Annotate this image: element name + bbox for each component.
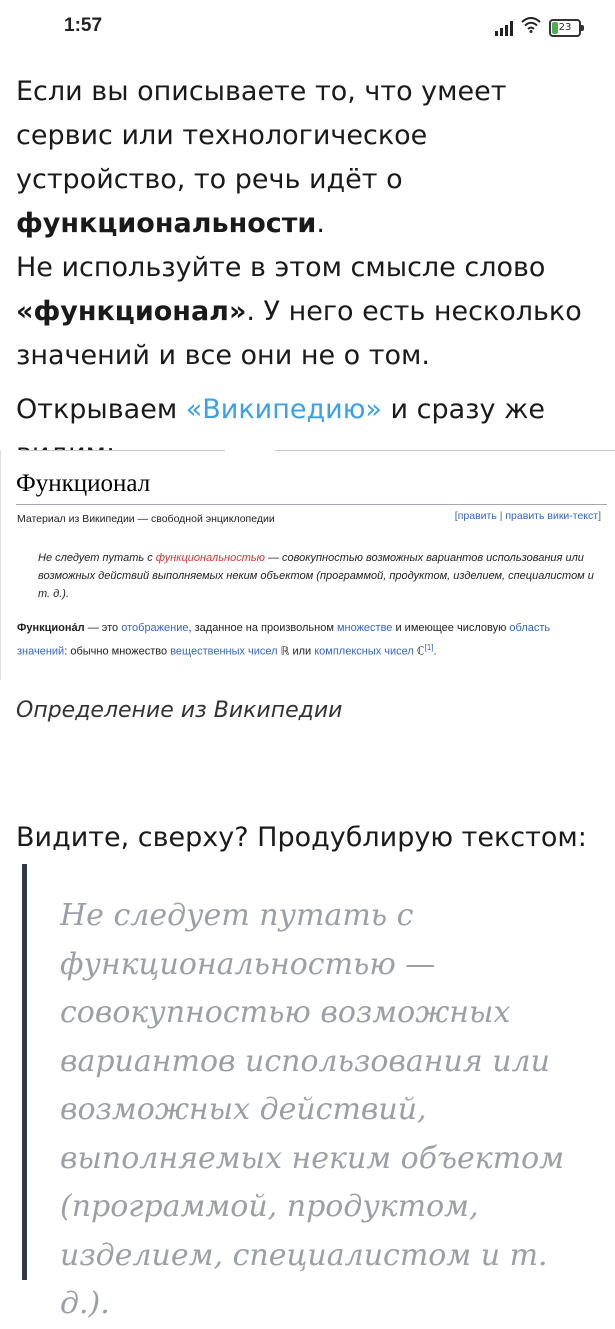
- image-caption: Определение из Википедии: [16, 698, 343, 723]
- bold-term: функциональности: [16, 208, 317, 239]
- wiki-hatnote: [38, 549, 597, 603]
- wiki-definition: [17, 618, 593, 662]
- wifi-icon: [521, 17, 541, 38]
- paragraph-see-above: Видите, сверху? Продублирую текстом:: [16, 822, 587, 853]
- battery-level: 23: [558, 21, 572, 33]
- wiki-title: Функционал: [16, 470, 151, 497]
- text: и сразу же: [390, 394, 546, 425]
- wiki-link: комплексных чисел: [314, 645, 414, 658]
- text: Если вы описываете то, что умеет сервис или технологическое устройство, то речь идёт о: [16, 76, 507, 195]
- battery-icon: [549, 19, 581, 37]
- article-body: [16, 70, 597, 476]
- reference-marker: [1]: [424, 643, 434, 652]
- real-numbers-symbol: ℝ: [277, 645, 290, 658]
- divider: [0, 450, 1, 680]
- text: Открываем: [16, 394, 186, 425]
- text: Не используйте в этом смысле слово: [16, 252, 546, 283]
- wiki-edit-links: [455, 510, 601, 522]
- edit-source-link: править вики-текст]: [505, 510, 601, 522]
- text: Не следует путать с: [38, 552, 156, 564]
- wikipedia-screenshot: [0, 450, 615, 680]
- battery-fill: [552, 22, 558, 34]
- text: .: [433, 645, 437, 658]
- quote-bar: [22, 864, 27, 1280]
- status-icons: [495, 17, 581, 38]
- bold-term: «функционал»: [16, 296, 247, 327]
- divider: [0, 450, 615, 452]
- complex-numbers-symbol: ℂ: [413, 645, 425, 658]
- signal-icon: [495, 20, 513, 36]
- status-bar: [0, 0, 615, 56]
- hatnote-link: функциональностью: [155, 552, 265, 564]
- text: — это: [84, 622, 122, 634]
- separator: |: [496, 510, 506, 522]
- wiki-link: отображение: [121, 622, 189, 634]
- text: , заданное на произвольном: [188, 622, 337, 634]
- edit-link: [править: [454, 510, 497, 522]
- text: : обычно множество: [64, 645, 171, 658]
- text: .: [316, 208, 325, 239]
- quote-text: Не следует путать с функциональностью — совокупностью возможных вариантов использования или возможных действий, выполняемых неким объектом (программой, продуктом, изделием, специалистом и т. д.).: [60, 898, 565, 1321]
- blockquote: [22, 864, 615, 1321]
- wiki-link: вещественных чисел: [170, 645, 278, 658]
- wiki-link: множестве: [336, 622, 393, 634]
- text: — совокупностью возможных вариантов использования или возможных действий выполняемых неким объектом (программой, продуктом, изделием, специалистом и т. д.).: [38, 552, 594, 600]
- paragraph-functionality: [16, 70, 597, 378]
- divider: [16, 504, 607, 505]
- text: и имеющее числовую: [392, 622, 510, 634]
- wiki-from: Материал из Википедии — свободной энциклопедии: [17, 513, 275, 525]
- text: или: [289, 645, 315, 658]
- wikipedia-link[interactable]: «Википедию»: [185, 394, 382, 425]
- text: . У него есть несколько значений и все они не о том.: [16, 296, 582, 371]
- status-time: 1:57: [64, 15, 103, 36]
- wiki-link: область значений: [17, 622, 551, 658]
- bold-term: Функциона́л: [17, 622, 85, 634]
